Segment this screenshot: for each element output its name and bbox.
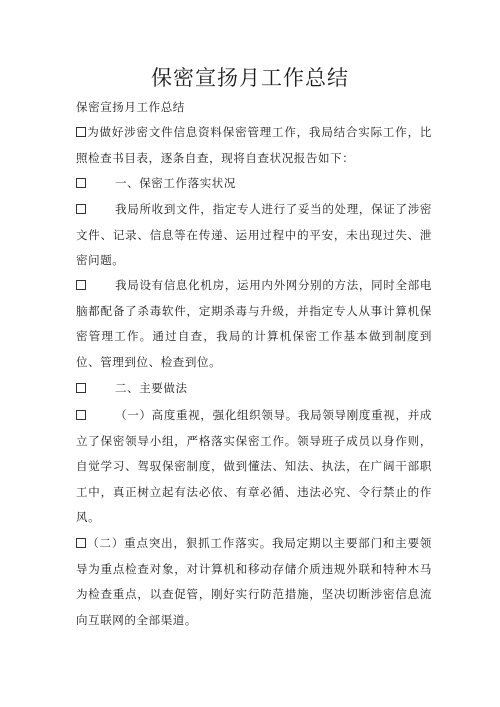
para2-text: 我局设有信息化机房，运用内外网分别的方法，同时全部电脑都配备了杀毒软件，定期杀毒与升级，并指定专人从事计算机保密管理工作。通过自查，我局的计算机保密工作基本做到制度到位、管理到位、检查到位。 <box>76 278 432 369</box>
section-heading-1 <box>76 171 432 197</box>
document-title: 保密宣扬月工作总结 <box>151 66 349 90</box>
checkbox-icon <box>76 127 86 137</box>
paragraph-2 <box>76 273 432 375</box>
checkbox-icon <box>76 204 86 214</box>
document-subtitle <box>76 95 432 121</box>
para4-text: （二）重点突出，狠抓工作落实。我局定期以主要部门和主要领导为重点检查对象，对计算机和移动存储介质违规外联和特种木马为检查重点，以查促管，刚好实行防范措施，坚决切断涉密信息流向互联网的全部渠道。 <box>76 536 432 627</box>
checkbox-icon <box>76 178 86 188</box>
section-heading-2 <box>76 376 432 402</box>
checkbox-icon <box>76 410 86 420</box>
para1-text: 我局所收到文件，指定专人进行了妥当的处理，保证了涉密文件、记录、信息等在传递、运用过程中的平安，未出现过失、泄密问题。 <box>76 202 432 267</box>
subtitle-text: 保密宣扬月工作总结 <box>76 100 185 114</box>
checkbox-icon <box>76 538 86 548</box>
section1-heading-text: 一、保密工作落实状况 <box>115 176 236 190</box>
checkbox-icon <box>76 383 86 393</box>
paragraph-3 <box>76 403 432 531</box>
intro-paragraph <box>76 120 432 171</box>
intro-text: 为做好涉密文件信息资料保密管理工作，我局结合实际工作，比照检查书目表，逐条自查，现将自查状况报告如下： <box>76 125 432 165</box>
checkbox-icon <box>76 280 86 290</box>
para3-text: （一）高度重视，强化组织领导。我局领导刚度重视，并成立了保密领导小组，严格落实保密工作。领导班子成员以身作则，自觉学习、驾驭保密制度，做到懂法、知法、执法，在广阔干部职工中，真正树立起有法必依、有章必循、违法必究、令行禁止的作风。 <box>76 408 432 524</box>
paragraph-4 <box>76 531 432 633</box>
paragraph-1 <box>76 197 432 274</box>
section2-heading-text: 二、主要做法 <box>115 381 188 395</box>
